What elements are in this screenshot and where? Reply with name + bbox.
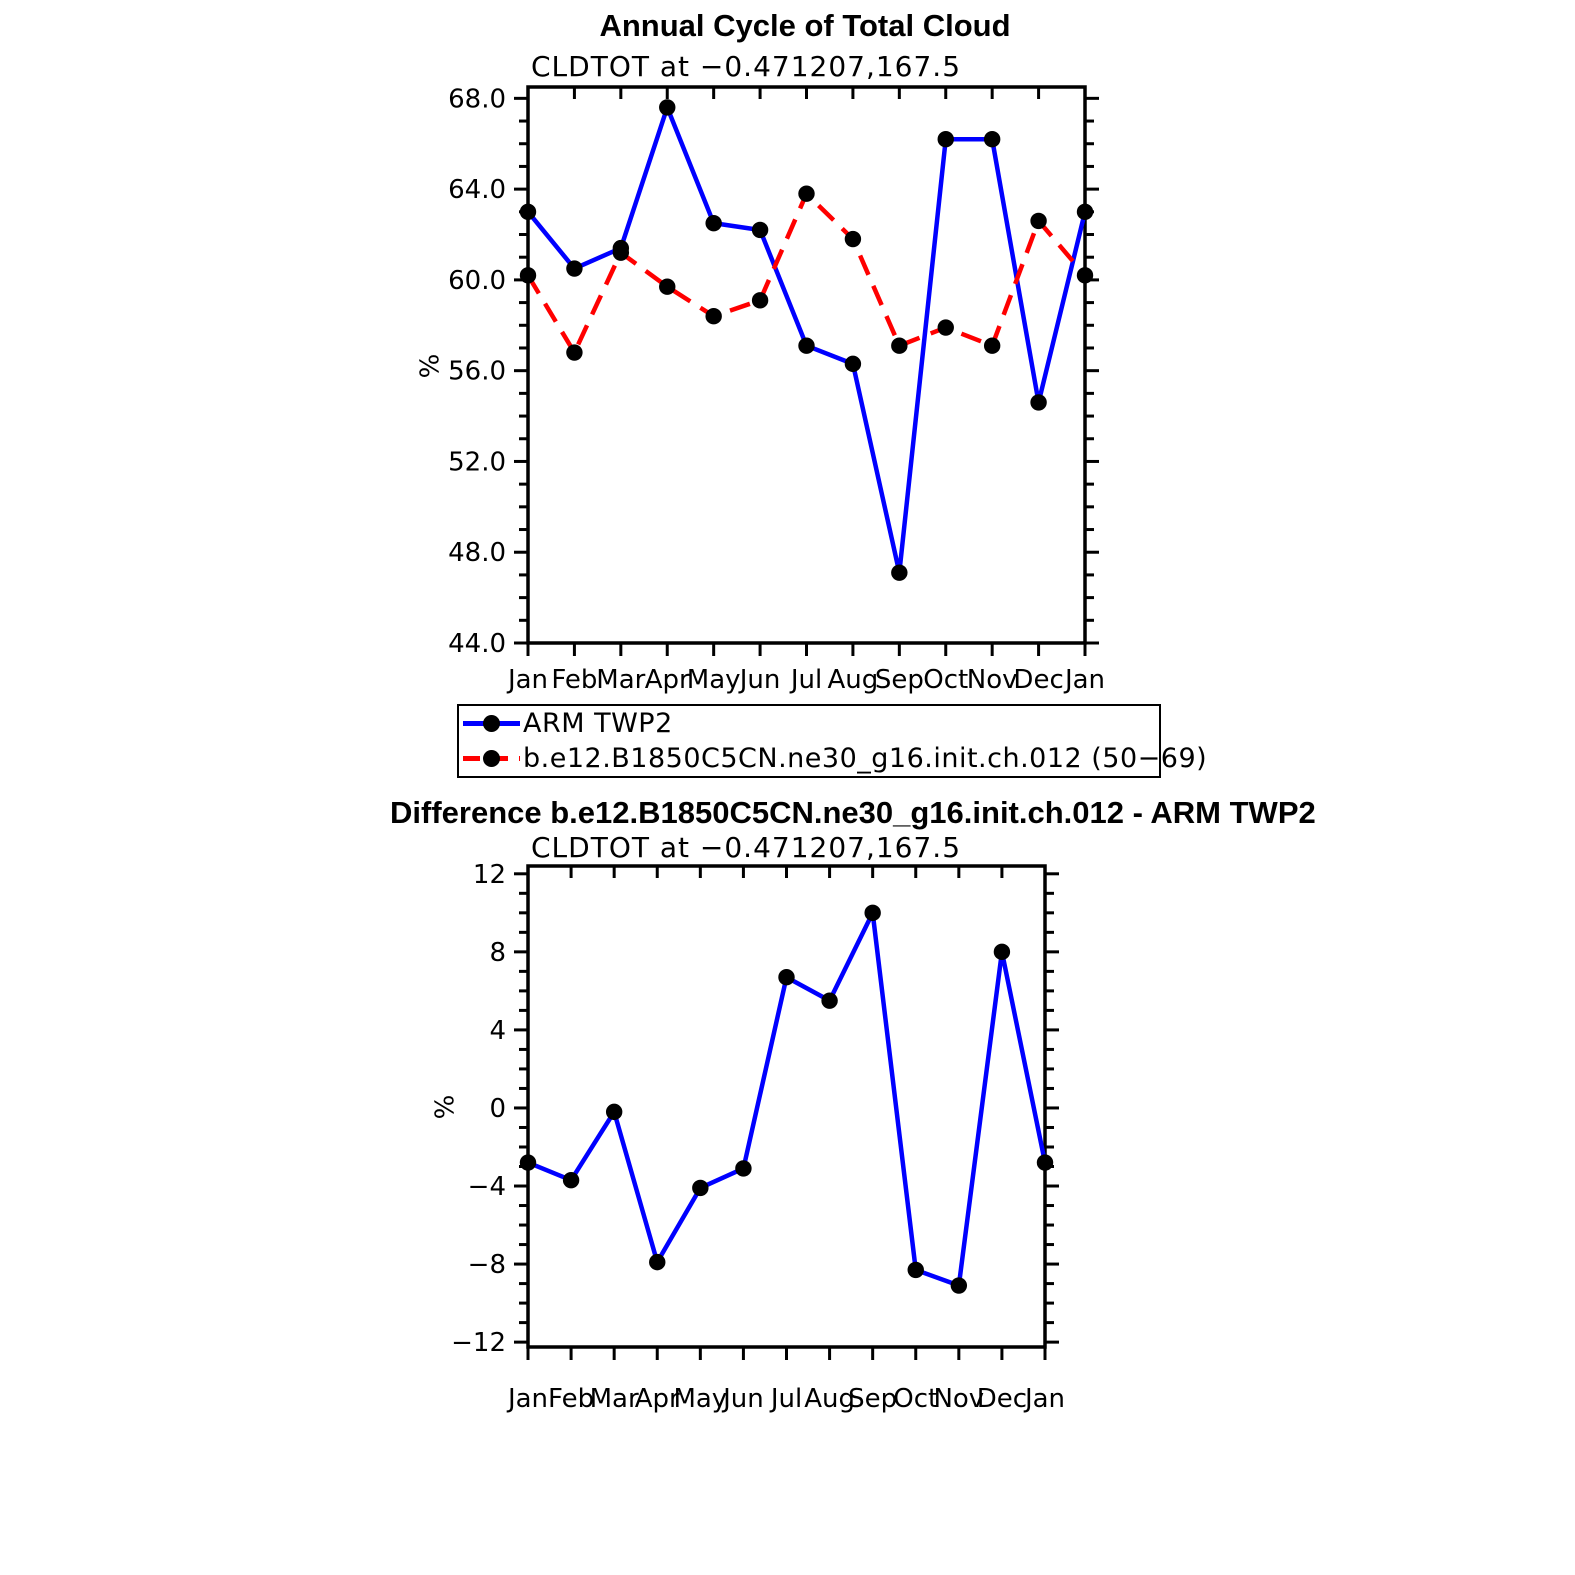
y-tick-label: 12	[472, 859, 506, 890]
y-tick-label: 44.0	[448, 629, 506, 659]
month-label: Nov	[966, 665, 1018, 695]
annual-cycle-series-1-marker	[659, 279, 675, 295]
month-label: Dec	[1013, 665, 1064, 695]
difference-series-0-marker	[821, 992, 837, 1008]
legend-box	[457, 704, 1208, 778]
difference-frame	[528, 866, 1045, 1347]
y-tick-label: 8	[489, 937, 506, 968]
annual-cycle-series-1-marker	[1030, 213, 1046, 229]
month-label: Oct	[893, 1384, 939, 1414]
difference-series-0-marker	[735, 1160, 751, 1176]
annual-cycle-series-0-marker	[984, 131, 1000, 147]
annual-cycle-subtitle: CLDTOT at −0.471207,167.5	[531, 50, 962, 83]
model-marker-dot	[483, 750, 500, 767]
model-legend-label: b.e12.B1850C5CN.ne30_g16.init.ch.012 (50−69)	[523, 742, 1208, 774]
annual-cycle-series-0-marker	[1030, 394, 1046, 410]
difference-ylabel: %	[430, 1094, 461, 1120]
difference-series-0-marker	[692, 1180, 708, 1196]
difference-series-0-marker	[1037, 1154, 1053, 1170]
obs-line-sample	[463, 721, 520, 726]
annual-cycle-title: Annual Cycle of Total Cloud	[599, 8, 1011, 43]
month-label: Jun	[723, 1384, 764, 1414]
legend-row-model	[459, 742, 1208, 775]
difference-series-0-marker	[908, 1262, 924, 1278]
month-label: May	[673, 1384, 728, 1414]
annual-cycle-series-0-marker	[752, 222, 768, 238]
y-tick-label: 68.0	[448, 84, 506, 115]
month-label: Jul	[770, 1384, 803, 1414]
difference-series-0-marker	[951, 1277, 967, 1293]
y-tick-label: −8	[467, 1250, 506, 1281]
y-tick-label: 48.0	[448, 538, 506, 569]
month-label: Oct	[923, 665, 969, 695]
obs-marker-dot	[483, 715, 500, 732]
y-tick-label: 60.0	[448, 265, 506, 296]
month-label: Apr	[644, 665, 690, 695]
annual-cycle-series-1-marker	[845, 231, 861, 247]
month-label: Jan	[507, 1384, 549, 1414]
model-line-sample	[463, 756, 520, 761]
annual-cycle-chart	[448, 84, 1105, 695]
month-label: Dec	[976, 1384, 1028, 1414]
annual-cycle-series-0-marker	[566, 260, 582, 276]
annual-cycle-series-1-marker	[566, 344, 582, 360]
month-label: Feb	[548, 1384, 595, 1414]
difference-title: Difference b.e12.B1850C5CN.ne30_g16.init.ch.012 - ARM TWP2	[390, 795, 1316, 830]
month-label: Apr	[634, 1384, 680, 1414]
annual-cycle-series-0-marker	[659, 99, 675, 115]
annual-cycle-series-1-marker	[938, 319, 954, 335]
annual-cycle-series-0-marker	[1077, 204, 1093, 220]
annual-cycle-series-1-marker	[705, 308, 721, 324]
y-tick-label: −4	[467, 1172, 506, 1203]
month-label: Mar	[589, 1384, 639, 1414]
annual-cycle-series-1-line	[528, 194, 1085, 353]
month-label: Sep	[848, 1384, 898, 1414]
obs-legend-label: ARM TWP2	[523, 708, 673, 740]
annual-cycle-series-0-marker	[798, 338, 814, 354]
annual-cycle-ylabel: %	[415, 353, 446, 379]
annual-cycle-series-0-marker	[938, 131, 954, 147]
month-label: Sep	[874, 665, 924, 695]
annual-cycle-series-1-marker	[520, 267, 536, 283]
annual-cycle-series-0-marker	[705, 215, 721, 231]
legend-row-obs	[459, 707, 1159, 740]
annual-cycle-series-1-marker	[891, 338, 907, 354]
month-label: Aug	[827, 665, 879, 695]
difference-subtitle: CLDTOT at −0.471207,167.5	[531, 831, 962, 864]
y-tick-label: 4	[489, 1015, 506, 1046]
month-label: Feb	[551, 665, 598, 695]
y-tick-label: 0	[489, 1093, 506, 1124]
annual-cycle-series-1-marker	[752, 292, 768, 308]
month-label: Nov	[933, 1384, 985, 1414]
difference-series-0-marker	[864, 905, 880, 921]
annual-cycle-series-0-marker	[520, 204, 536, 220]
annual-cycle-series-1-marker	[613, 244, 629, 260]
difference-chart	[451, 860, 1065, 1414]
annual-cycle-series-0-marker	[845, 356, 861, 372]
month-label: Jan	[507, 665, 549, 695]
month-label: Jun	[739, 665, 781, 695]
difference-series-0-line	[528, 913, 1045, 1286]
y-tick-label: −12	[451, 1328, 506, 1359]
difference-series-0-marker	[778, 969, 794, 985]
annual-cycle-series-1-marker	[798, 185, 814, 201]
difference-series-0-marker	[994, 944, 1010, 960]
annual-cycle-frame	[528, 87, 1085, 643]
month-label: May	[686, 665, 741, 695]
month-label: Aug	[804, 1384, 855, 1414]
month-label: Mar	[596, 665, 646, 695]
difference-series-0-marker	[563, 1172, 579, 1188]
month-label: Jan	[1064, 665, 1106, 695]
y-tick-label: 64.0	[448, 175, 506, 206]
annual-cycle-series-1-marker	[984, 338, 1000, 354]
difference-series-0-marker	[649, 1254, 665, 1270]
annual-cycle-series-0-marker	[891, 564, 907, 580]
y-tick-label: 52.0	[448, 447, 506, 478]
month-label: Jul	[790, 665, 823, 695]
y-tick-label: 56.0	[448, 356, 506, 387]
month-label: Jan	[1024, 1384, 1066, 1414]
difference-series-0-marker	[520, 1154, 536, 1170]
annual-cycle-series-1-marker	[1077, 267, 1093, 283]
difference-series-0-marker	[606, 1104, 622, 1120]
